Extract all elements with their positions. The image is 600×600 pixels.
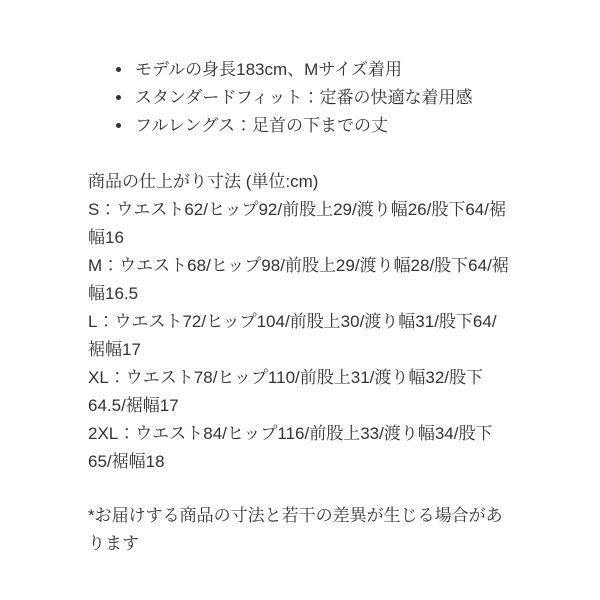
size-row-l: L：ウエスト72/ヒップ104/前股上30/渡り幅31/股下64/裾幅17	[88, 312, 497, 359]
size-row-m: M：ウエスト68/ヒップ98/前股上29/渡り幅28/股下64/裾幅16.5	[88, 256, 509, 303]
feature-list	[88, 56, 512, 140]
size-chart-heading: 商品の仕上がり寸法 (単位:cm)	[88, 172, 319, 191]
size-row-s: S：ウエスト62/ヒップ92/前股上29/渡り幅26/股下64/裾幅16	[88, 200, 506, 247]
feature-item-fit: • スタンダードフィット：定番の快適な着用感	[133, 84, 512, 112]
feature-item-model-height: • モデルの身長183cm、Mサイズ着用	[133, 56, 512, 84]
feature-item-length: • フルレングス：足首の下までの丈	[133, 112, 512, 140]
size-row-xl: XL：ウエスト78/ヒップ110/前股上31/渡り幅32/股下64.5/裾幅17	[88, 368, 484, 415]
disclaimer-section	[88, 502, 512, 558]
size-row-2xl: 2XL：ウエスト84/ヒップ116/前股上33/渡り幅34/股下65/裾幅18	[88, 424, 493, 471]
disclaimer-text: *お届けする商品の寸法と若干の差異が生じる場合があります	[88, 506, 503, 553]
size-chart-section	[88, 168, 512, 476]
